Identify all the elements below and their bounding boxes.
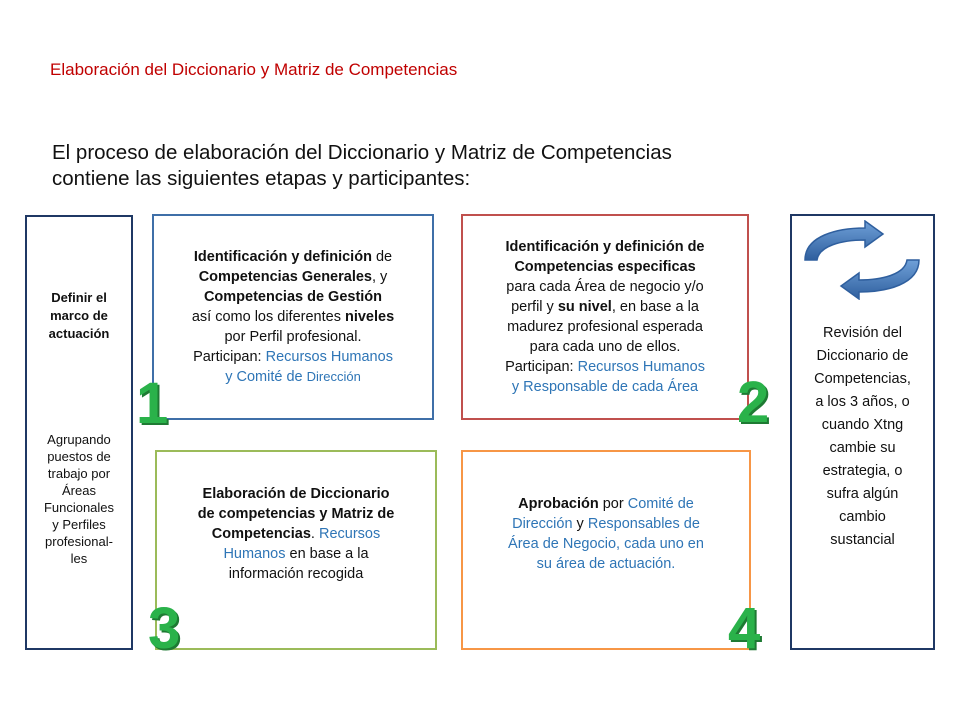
step-1-line: así como los diferentes niveles (191, 309, 395, 325)
step-2-line: madurez profesional esperada (507, 319, 703, 335)
step-number-2: 2 (737, 370, 770, 435)
step-4-line: su área de actuación. (536, 556, 676, 572)
intro-text (52, 140, 812, 192)
review-line: estrategia, o (822, 463, 903, 479)
review-line: Competencias, (814, 371, 911, 387)
step-1-line: Competencias de Gestión (203, 289, 383, 305)
intro-line-1: El proceso de elaboración del Diccionario y Matriz de Competencias (52, 141, 672, 164)
framework-body-line: les (70, 551, 88, 566)
step-4-line: Dirección y Responsables de (512, 516, 700, 532)
step-4-line: Área de Negocio, cada uno en (508, 536, 704, 552)
step-2-line: Identificación y definición de (505, 239, 705, 255)
step-number-3: 3 (148, 596, 181, 661)
framework-body-line: puestos de (47, 449, 111, 464)
review-line: cambie su (829, 440, 896, 456)
step-3-line: Competencias. Recursos (211, 526, 381, 542)
step-number-1: 1 (136, 371, 169, 436)
framework-body-line: profesional- (45, 534, 113, 549)
step-1-line: y Comité de Dirección (225, 369, 361, 385)
step-number-4: 4 (728, 596, 761, 661)
step-3-line: Elaboración de Diccionario (202, 486, 390, 502)
step-4-box (461, 450, 751, 650)
step-2-line: perfil y su nivel, en base a la (511, 299, 699, 315)
slide-title: Elaboración del Diccionario y Matriz de Competencias (50, 60, 458, 79)
framework-body-line: Áreas (62, 483, 96, 498)
step-4-line: Aprobación por Comité de (518, 496, 694, 512)
step-1-line: por Perfil profesional. (224, 329, 362, 345)
step-2-box (461, 214, 749, 420)
framework-body-line: Funcionales (43, 500, 115, 515)
framework-heading-line: marco de (50, 308, 108, 323)
framework-body-line: y Perfiles (52, 517, 106, 532)
step-3-line: de competencias y Matriz de (197, 506, 395, 522)
step-1-line: Competencias Generales, y (198, 269, 388, 285)
step-1-line: Participan: Recursos Humanos (193, 349, 393, 365)
step-3-box (155, 450, 437, 650)
intro-line-2: contiene las siguientes etapas y participantes: (52, 167, 471, 190)
review-line: a los 3 años, o (815, 394, 910, 410)
step-2-line: para cada uno de ellos. (529, 339, 681, 355)
step-3-line: información recogida (228, 566, 364, 582)
framework-body (44, 431, 114, 567)
step-2-line: para cada Área de negocio y/o (506, 279, 704, 295)
review-line: Revisión del (823, 325, 902, 341)
step-2-line: y Responsable de cada Área (511, 379, 699, 395)
circular-arrows-icon (797, 220, 927, 300)
step-3-line: Humanos en base a la (223, 546, 369, 562)
step-2-line: Participan: Recursos Humanos (505, 359, 705, 375)
review-line: cambio (839, 509, 886, 525)
framework-body-line: trabajo por (47, 466, 111, 481)
framework-body-line: Agrupando (47, 432, 111, 447)
step-2-line: Competencias especificas (514, 259, 696, 275)
step-1-box (152, 214, 434, 420)
framework-box (25, 215, 133, 650)
step-1-line: Identificación y definición de (193, 249, 393, 265)
framework-heading-line: Definir el (51, 290, 107, 305)
framework-heading-line: actuación (48, 326, 110, 341)
review-line: sustancial (830, 532, 895, 548)
review-line: cuando Xtng (821, 417, 904, 433)
review-line: Diccionario de (816, 348, 909, 364)
framework-heading (49, 289, 110, 343)
review-line: sufra algún (826, 486, 899, 502)
